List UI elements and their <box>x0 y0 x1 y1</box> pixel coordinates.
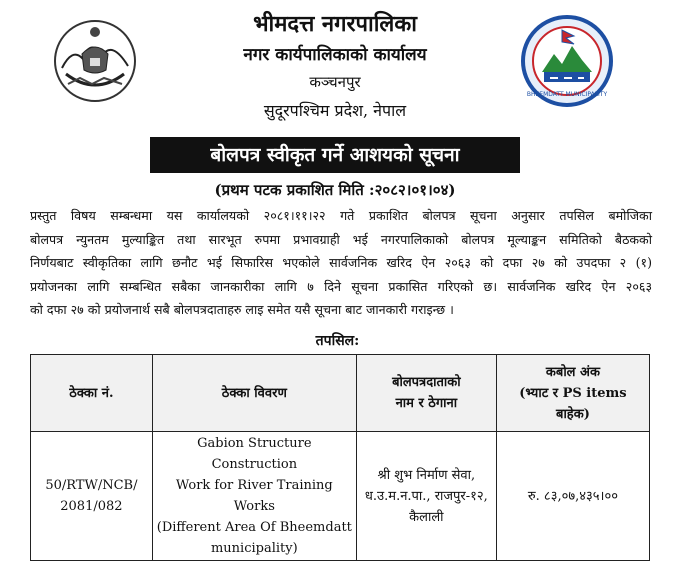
cell-contract-no <box>31 432 153 561</box>
header-contract-no: ठेक्का नं. <box>31 355 153 432</box>
notice-title-banner: बोलपत्र स्वीकृत गर्ने आशयको सूचना <box>150 137 520 173</box>
cell-amount: रु. ८३,०७,४३५।०० <box>496 432 649 561</box>
notice-body-line: को दफा २७ को प्रयोजनार्थ सबै बोलपत्रदाताहरु लाइ समेत यसै सूचना बाट जानकारी गराइन्छ । <box>30 302 454 317</box>
description-line: (Different Area Of Bheemdatt <box>156 520 352 535</box>
header-amount-line: (भ्याट र PS items <box>519 385 627 401</box>
notice-body <box>30 204 652 322</box>
nepal-government-emblem-icon <box>52 18 138 104</box>
header-bidder <box>356 355 496 432</box>
table-header-row <box>31 355 650 432</box>
notice-body-line: बोलपत्र न्युनतम मुल्याङ्कित तथा सारभूत रुपमा प्रभावग्राही भई नगरपालिकाको बोलपत्र मूल्याङ्कन समितिको बैठकको <box>30 231 652 247</box>
district-name: कञ्चनपुर <box>309 73 361 91</box>
cell-bidder <box>356 432 496 561</box>
table-row <box>31 432 650 561</box>
contract-no-line: 2081/082 <box>60 499 123 514</box>
header-amount-line: बाहेक) <box>556 406 590 422</box>
table-caption: तपसिल: <box>315 333 360 349</box>
description-line: municipality) <box>210 541 298 556</box>
office-name: नगर कार्यपालिकाको कार्यालय <box>243 45 427 65</box>
header-amount <box>496 355 649 432</box>
svg-text:BHEEMDATT MUNICIPALITY: BHEEMDATT MUNICIPALITY <box>526 91 608 98</box>
bidder-line: श्री शुभ निर्माण सेवा, <box>377 467 476 483</box>
header-bidder-line: नाम र ठेगाना <box>395 396 458 411</box>
notice-body-line: निर्णयबाट स्वीकृतिका लागि छनौट भई सिफारिस भएकोले सार्वजनिक खरिद ऐन २०६३ को दफा २७ को उपदफा २ (१) <box>30 255 652 270</box>
municipality-name: भीमदत्त नगरपालिका <box>253 11 417 37</box>
description-line: Work for River Training Works <box>175 478 333 514</box>
header-bidder-line: बोलपत्रदाताको <box>392 375 461 390</box>
contract-table <box>30 354 650 561</box>
bidder-line: कैलाली <box>409 509 444 525</box>
notice-body-line: प्रयोजनका लागि सम्बन्धित सबैका जानकारीका लागि ७ दिने सूचना प्रकासित गरिएको छ। सार्वजनिक खरिद ऐन २०६३ <box>30 278 652 294</box>
notice-body-line: प्रस्तुत विषय सम्बन्धमा यस कार्यालयको २०८१।११।२२ गते प्रकाशित बोलपत्र सूचना अनुसार तपसिल बमोजिका <box>30 208 652 223</box>
header-amount-line: कबोल अंक <box>545 364 600 380</box>
bheemdatt-municipality-logo-icon <box>520 14 614 108</box>
province-name: सुदूरपश्चिम प्रदेश, नेपाल <box>263 101 407 120</box>
publication-date: (प्रथम पटक प्रकाशित मिति :२०८२।०१।०४) <box>214 181 456 199</box>
cell-description <box>152 432 356 561</box>
description-line: Gabion Structure Construction <box>197 436 312 472</box>
header-description: ठेक्का विवरण <box>152 355 356 432</box>
bidder-line: ध.उ.म.न.पा., राजपुर-१२, <box>364 488 488 504</box>
contract-no-line: 50/RTW/NCB/ <box>45 478 138 493</box>
